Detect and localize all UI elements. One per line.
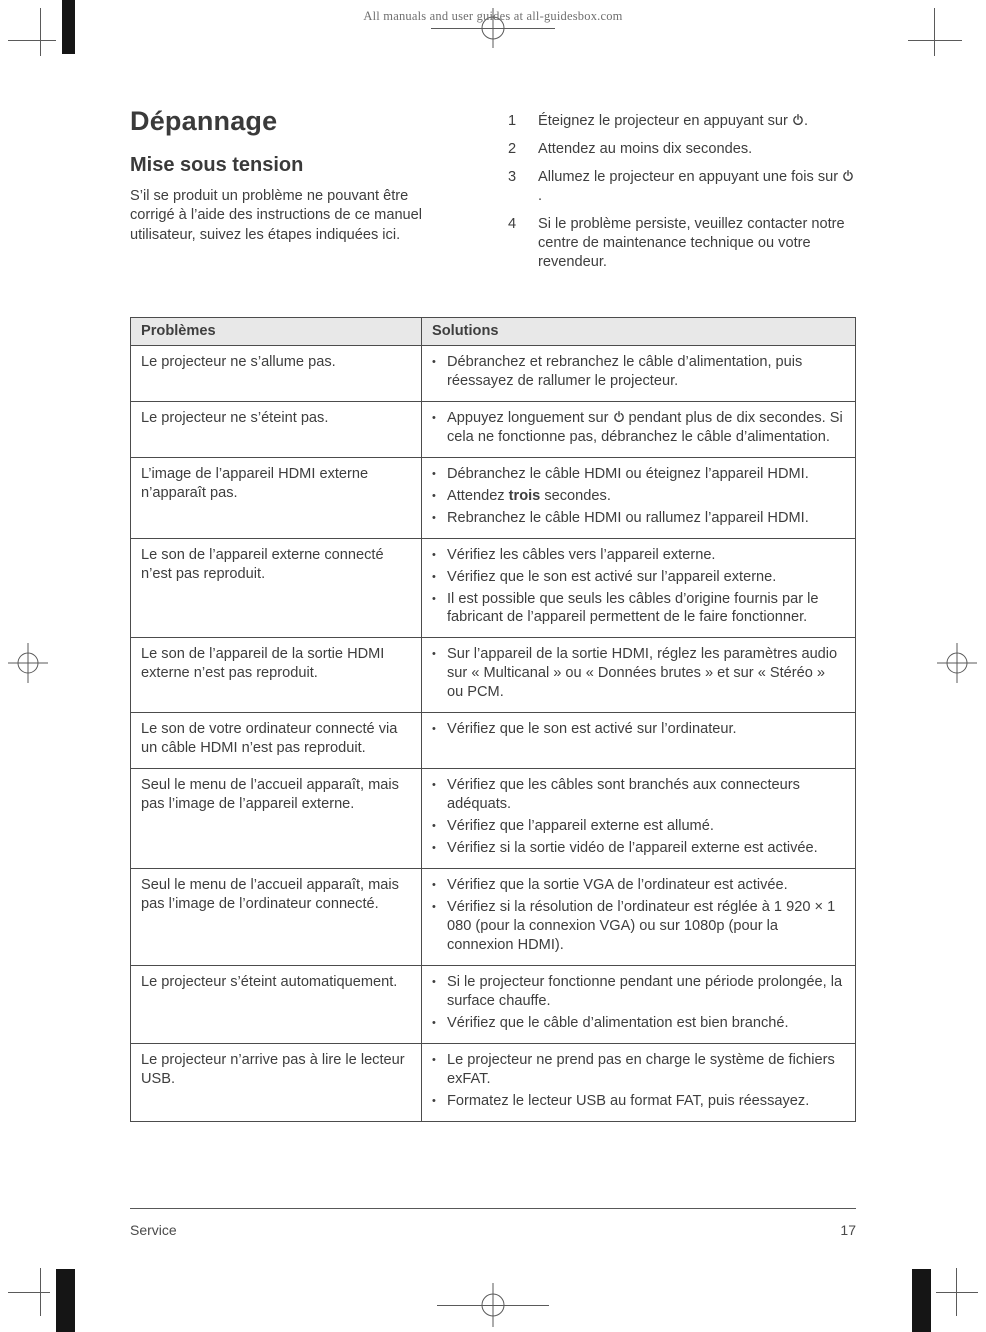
table-row (131, 713, 856, 769)
column-header-problems: Problèmes (131, 317, 422, 345)
steps-list (508, 112, 856, 272)
step-text: Attendez au moins dix secondes. (538, 140, 753, 157)
solution-text: Vérifiez que le câble d’alimentation est bien branché. (447, 1014, 789, 1031)
solution-text: Attendez trois secondes. (447, 487, 611, 504)
solution-text: Vérifiez si la sortie vidéo de l’appareil externe est activée. (447, 840, 818, 857)
solutions-cell (422, 1043, 856, 1121)
table-row (131, 401, 856, 457)
solutions-cell (422, 769, 856, 869)
bullet-icon: • (432, 355, 436, 368)
table-row (131, 538, 856, 638)
section-title: Mise sous tension (130, 154, 304, 176)
bullet-icon: • (432, 467, 436, 480)
solution-item (432, 817, 845, 836)
footer-page-number: 17 (840, 1222, 856, 1238)
solutions-cell (422, 457, 856, 538)
solution-item (432, 353, 845, 391)
problem-cell: Le projecteur n’arrive pas à lire le lecteur USB. (131, 1043, 422, 1121)
solution-text: Vérifiez les câbles vers l’appareil externe. (447, 546, 716, 563)
solution-text: Si le projecteur fonctionne pendant une période prolongée, la surface chauffe. (447, 974, 843, 1009)
solution-text: Appuyez longuement sur pendant plus de dix secondes. Si cela ne fonctionne pas, débranchez le câble d’alimentation. (447, 409, 843, 445)
bullet-icon: • (432, 842, 436, 855)
solution-item (432, 568, 845, 587)
manual-page-content (130, 106, 856, 1122)
solution-item (432, 776, 845, 814)
solution-text: Vérifiez que le son est activé sur l’ordinateur. (447, 721, 737, 738)
power-icon (613, 411, 625, 423)
solutions-cell (422, 638, 856, 713)
bullet-icon: • (432, 1016, 436, 1029)
solution-item (432, 1092, 845, 1111)
step-text: Éteignez le projecteur en appuyant sur . (538, 113, 808, 129)
page-footer (130, 1208, 856, 1238)
solution-text: Vérifiez que la sortie VGA de l’ordinateur est activée. (447, 877, 788, 894)
solutions-cell (422, 869, 856, 966)
problem-cell: Le son de votre ordinateur connecté via un câble HDMI n’est pas reproduit. (131, 713, 422, 769)
step-item (508, 215, 856, 272)
bullet-icon: • (432, 779, 436, 792)
solution-text: Vérifiez si la résolution de l’ordinateur est réglée à 1 920 × 1 080 (pour la connexion VGA) ou sur 1080p (pour la connexion HDMI). (447, 899, 836, 954)
problem-cell: Le son de l’appareil externe connecté n’est pas reproduit. (131, 538, 422, 638)
footer-section-label: Service (130, 1222, 177, 1238)
solution-item (432, 720, 845, 739)
power-icon (842, 170, 854, 182)
solution-text: Le projecteur ne prend pas en charge le système de fichiers exFAT. (447, 1051, 835, 1087)
bullet-icon: • (432, 411, 436, 424)
table-row (131, 457, 856, 538)
problem-cell: Le projecteur s’éteint automatiquement. (131, 966, 422, 1044)
bullet-icon: • (432, 820, 436, 833)
step-text: Si le problème persiste, veuillez contacter notre centre de maintenance technique ou votre revendeur. (538, 215, 845, 270)
bullet-icon: • (432, 723, 436, 736)
table-row (131, 345, 856, 401)
table-row (131, 638, 856, 713)
problem-cell: Le projecteur ne s’allume pas. (131, 345, 422, 401)
table-row (131, 769, 856, 869)
solution-item (432, 409, 845, 447)
problem-cell: Le son de l’appareil de la sortie HDMI externe n’est pas reproduit. (131, 638, 422, 713)
column-header-solutions: Solutions (422, 317, 856, 345)
bullet-icon: • (432, 879, 436, 892)
solution-text: Débranchez le câble HDMI ou éteignez l’appareil HDMI. (447, 465, 809, 482)
problem-cell: Le projecteur ne s’éteint pas. (131, 401, 422, 457)
step-number: 1 (508, 113, 517, 129)
troubleshooting-table (130, 317, 856, 1122)
bullet-icon: • (432, 511, 436, 524)
solution-item (432, 898, 845, 955)
bullet-icon: • (432, 548, 436, 561)
step-item (508, 140, 856, 159)
page-title: Dépannage (130, 106, 278, 136)
solution-text: Sur l’appareil de la sortie HDMI, réglez les paramètres audio sur « Multicanal » ou « Données brutes » et sur « Stéréo » ou PCM. (447, 646, 838, 701)
problem-cell: Seul le menu de l’accueil apparaît, mais pas l’image de l’appareil externe. (131, 769, 422, 869)
problem-cell: L’image de l’appareil HDMI externe n’apparaît pas. (131, 457, 422, 538)
intro-paragraph: S’il se produit un problème ne pouvant être corrigé à l’aide des instructions de ce manuel utilisateur, suivez les étapes indiquées ici. (130, 188, 423, 243)
bullet-icon: • (432, 592, 436, 605)
solutions-cell (422, 401, 856, 457)
solution-text: Formatez le lecteur USB au format FAT, puis réessayez. (447, 1092, 810, 1109)
bullet-icon: • (432, 901, 436, 914)
solution-text: Rebranchez le câble HDMI ou rallumez l’appareil HDMI. (447, 509, 809, 526)
bullet-icon: • (432, 976, 436, 989)
bullet-icon: • (432, 1094, 436, 1107)
solution-item (432, 1051, 845, 1089)
solution-text: Vérifiez que l’appareil externe est allumé. (447, 818, 714, 835)
table-row (131, 1043, 856, 1121)
solution-item (432, 645, 845, 702)
solutions-cell (422, 538, 856, 638)
solution-item (432, 487, 845, 506)
table-row (131, 966, 856, 1044)
step-item (508, 112, 856, 131)
step-number: 2 (508, 140, 517, 157)
header-note: All manuals and user guides at all-guidesbox.com (363, 9, 623, 23)
step-text: Allumez le projecteur en appuyant une fois sur . (538, 168, 856, 206)
step-item (508, 168, 856, 206)
solution-item (432, 1014, 845, 1033)
bullet-icon: • (432, 648, 436, 661)
solution-text: Débranchez et rebranchez le câble d’alimentation, puis réessayez de rallumer le projecteur. (447, 353, 803, 389)
bullet-icon: • (432, 1053, 436, 1066)
table-body (131, 345, 856, 1121)
solutions-cell (422, 966, 856, 1044)
solution-text: Vérifiez que les câbles sont branchés aux connecteurs adéquats. (447, 777, 800, 813)
step-number: 3 (508, 168, 517, 185)
solution-item (432, 465, 845, 484)
solution-text: Vérifiez que le son est activé sur l’appareil externe. (447, 568, 777, 585)
solution-item (432, 546, 845, 565)
bullet-icon: • (432, 570, 436, 583)
solution-item (432, 973, 845, 1011)
power-icon (792, 114, 804, 126)
solutions-cell (422, 345, 856, 401)
table-row (131, 869, 856, 966)
table-header-row (131, 317, 856, 345)
solution-text: Il est possible que seuls les câbles d’origine fournis par le fabricant de l’appareil permettent de le faire fonctionner. (447, 590, 819, 626)
solution-item (432, 509, 845, 528)
solutions-cell (422, 713, 856, 769)
step-number: 4 (508, 215, 517, 232)
problem-cell: Seul le menu de l’accueil apparaît, mais pas l’image de l’ordinateur connecté. (131, 869, 422, 966)
bullet-icon: • (432, 489, 436, 502)
solution-item (432, 590, 845, 628)
solution-item (432, 839, 845, 858)
solution-item (432, 876, 845, 895)
